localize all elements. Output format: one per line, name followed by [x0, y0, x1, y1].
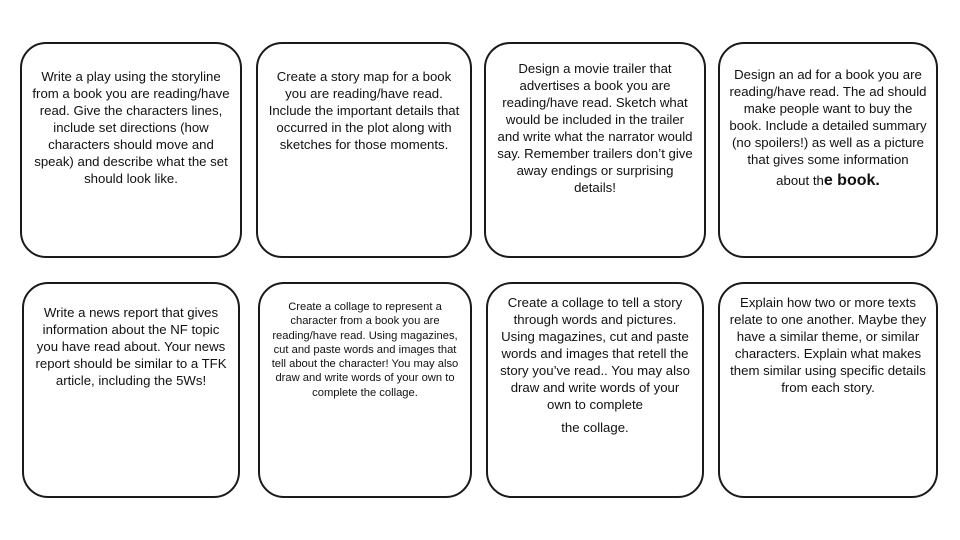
task-card-text: Design a movie trailer that advertises a book you are reading/have read. Sketch what would be included in the trailer and write what the narrator would say. Remember trailers don’t give away endings or surprising details! [497, 61, 693, 195]
task-card-text: Explain how two or more texts relate to one another. Maybe they have a similar theme, or similar characters. Explain what makes them similar using specific details from each story. [729, 295, 927, 395]
task-card-compare-texts [718, 282, 938, 498]
task-card-text: Create a collage to represent a character from a book you are reading/have read. Using magazines, cut and paste words and images that tell about the character! You may also draw and write words of your own to complete the collage. [271, 301, 459, 399]
task-card-tail [776, 172, 880, 189]
task-card-movie-trailer [484, 42, 706, 258]
task-card-text: Write a news report that gives information about the NF topic you have read about. Your news report should be similar to a TFK article, including the 5Ws! [35, 305, 227, 388]
task-card-tail-big: e book. [823, 172, 880, 189]
task-card-play [20, 42, 242, 258]
task-card-character-collage [258, 282, 472, 498]
task-card-text: Create a collage to tell a story through words and pictures. Using magazines, cut and paste words and images that retell the story you’ve read.. You may also draw and write words of your own to complete [500, 295, 690, 412]
task-card-text-wrapper [728, 66, 928, 256]
task-card-tail: the collage. [561, 420, 629, 435]
task-card-text: Create a story map for a book you are reading/have read. Include the important details that occurred in the plot along with sketches for those moments. [268, 69, 460, 152]
task-card-ad [718, 42, 938, 258]
task-card-text: Design an ad for a book you are reading/have read. The ad should make people want to buy the book. Include a detailed summary (no spoilers!) as well as a picture that gives some information [729, 67, 927, 167]
task-card-text-wrapper [498, 294, 692, 496]
task-card-story-collage [486, 282, 704, 498]
task-card-text: Write a play using the storyline from a book you are reading/have read. Give the characters lines, include set directions (how characters should move and speak) and describe what the set should look like. [32, 69, 230, 186]
task-card-news-report [22, 282, 240, 498]
task-card-tail-small: about th [776, 173, 824, 188]
task-card-story-map [256, 42, 472, 258]
